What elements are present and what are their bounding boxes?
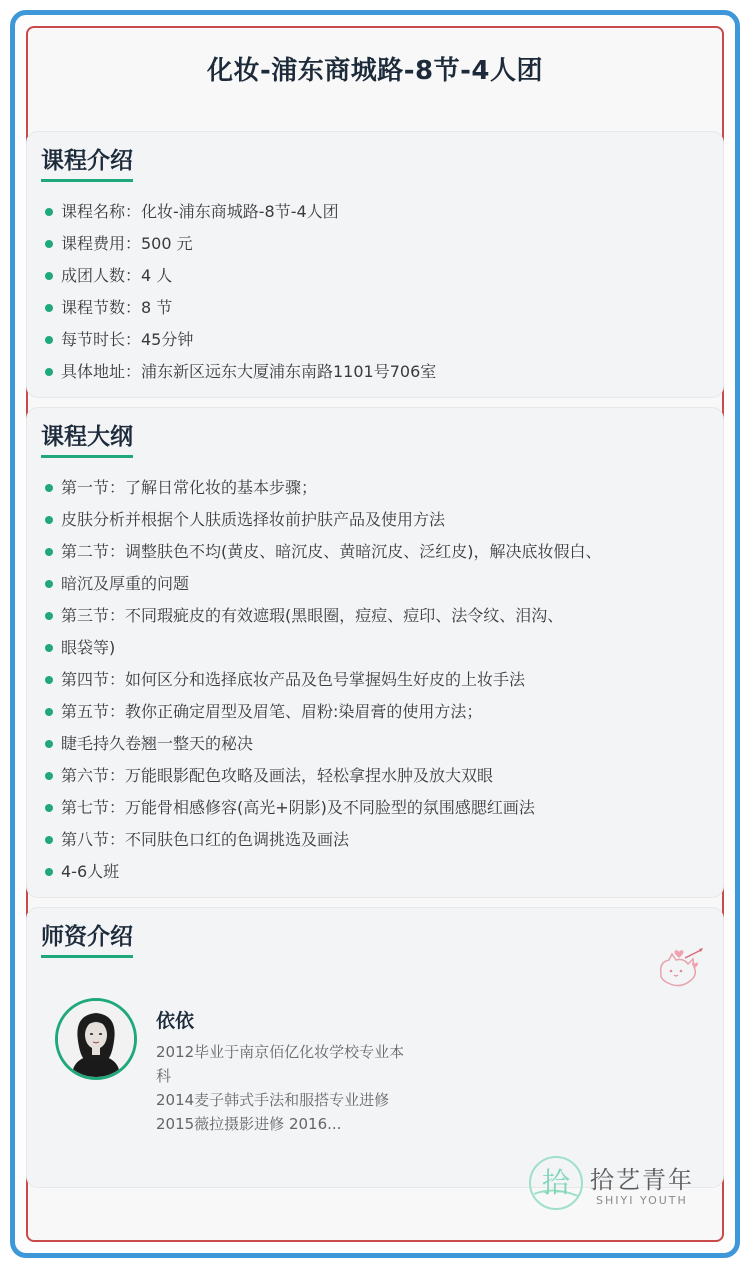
bullet-dot-icon <box>45 484 53 492</box>
list-item: 第八节：不同肤色口红的色调挑选及画法 <box>45 824 602 856</box>
list-item: 第五节：教你正确定眉型及眉笔、眉粉:染眉膏的使用方法； <box>45 696 602 728</box>
list-item: 成团人数：4 人 <box>45 260 436 292</box>
course-outline-card <box>26 407 724 898</box>
bullet-dot-icon <box>45 516 53 524</box>
bullet-dot-icon <box>45 772 53 780</box>
bullet-dot-icon <box>45 580 53 588</box>
list-item: 第三节：不同瑕疵皮的有效遮瑕(黑眼圈，痘痘、痘印、法令纹、泪沟、 <box>45 600 602 632</box>
course-intro-card <box>26 131 724 398</box>
page-title: 化妆-浦东商城路-8节-4人团 <box>206 56 544 86</box>
bullet-dot-icon <box>45 740 53 748</box>
list-item: 第四节：如何区分和选择底妆产品及色号掌握妈生好皮的上妆手法 <box>45 664 602 696</box>
bullet-dot-icon <box>45 708 53 716</box>
bullet-dot-icon <box>45 336 53 344</box>
course-outline-list <box>45 472 602 888</box>
list-item: 课程节数：8 节 <box>45 292 436 324</box>
teacher-intro-heading: 师资介绍 <box>41 922 133 958</box>
teacher-portrait-icon <box>58 1001 134 1077</box>
list-item: 每节时长：45分钟 <box>45 324 436 356</box>
svg-text:拾: 拾 <box>541 1166 571 1199</box>
bullet-dot-icon <box>45 240 53 248</box>
list-item: 第六节：万能眼影配色攻略及画法，轻松拿捏水肿及放大双眼 <box>45 760 602 792</box>
list-item: 第七节：万能骨相感修容(高光+阴影)及不同脸型的氛围感腮红画法 <box>45 792 602 824</box>
bullet-dot-icon <box>45 676 53 684</box>
list-item: 第二节：调整肤色不均(黄皮、暗沉皮、黄暗沉皮、泛红皮)，解决底妆假白、 <box>45 536 602 568</box>
list-item: 眼袋等) <box>45 632 602 664</box>
bullet-dot-icon <box>45 304 53 312</box>
teacher-intro-card <box>26 907 724 1188</box>
brand-name-cn: 拾艺青年 <box>590 1166 694 1194</box>
bullet-dot-icon <box>45 208 53 216</box>
bullet-dot-icon <box>45 368 53 376</box>
bullet-dot-icon <box>45 272 53 280</box>
bullet-dot-icon <box>45 804 53 812</box>
course-intro-heading: 课程介绍 <box>41 146 133 182</box>
teacher-avatar <box>55 998 137 1080</box>
list-item: 暗沉及厚重的问题 <box>45 568 602 600</box>
teacher-bio: 2012毕业于南京佰亿化妆学校专业本 科 2014麦子韩式手法和服搭专业进修 2015薇拉摄影进修 2016... <box>156 1043 405 1133</box>
list-item: 4-6人班 <box>45 856 602 888</box>
brand-name-en: SHIYI YOUTH <box>596 1194 688 1207</box>
list-item: 具体地址：浦东新区远东大厦浦东南路1101号706室 <box>45 356 436 388</box>
brand-logo-icon <box>526 1152 586 1214</box>
list-item: 第一节：了解日常化妆的基本步骤； <box>45 472 602 504</box>
teacher-name: 依依 <box>156 1010 195 1032</box>
bullet-dot-icon <box>45 644 53 652</box>
bullet-dot-icon <box>45 548 53 556</box>
bullet-dot-icon <box>45 612 53 620</box>
course-outline-heading: 课程大纲 <box>41 422 133 458</box>
list-item: 睫毛持久卷翘一整天的秘决 <box>45 728 602 760</box>
bullet-dot-icon <box>45 836 53 844</box>
list-item: 课程费用：500 元 <box>45 228 436 260</box>
course-intro-list <box>45 196 436 388</box>
cupid-cat-sticker-icon <box>651 944 707 994</box>
bullet-dot-icon <box>45 868 53 876</box>
list-item: 课程名称：化妆-浦东商城路-8节-4人团 <box>45 196 436 228</box>
list-item: 皮肤分析并根据个人肤质选择妆前护肤产品及使用方法 <box>45 504 602 536</box>
brand-watermark <box>526 1152 716 1218</box>
